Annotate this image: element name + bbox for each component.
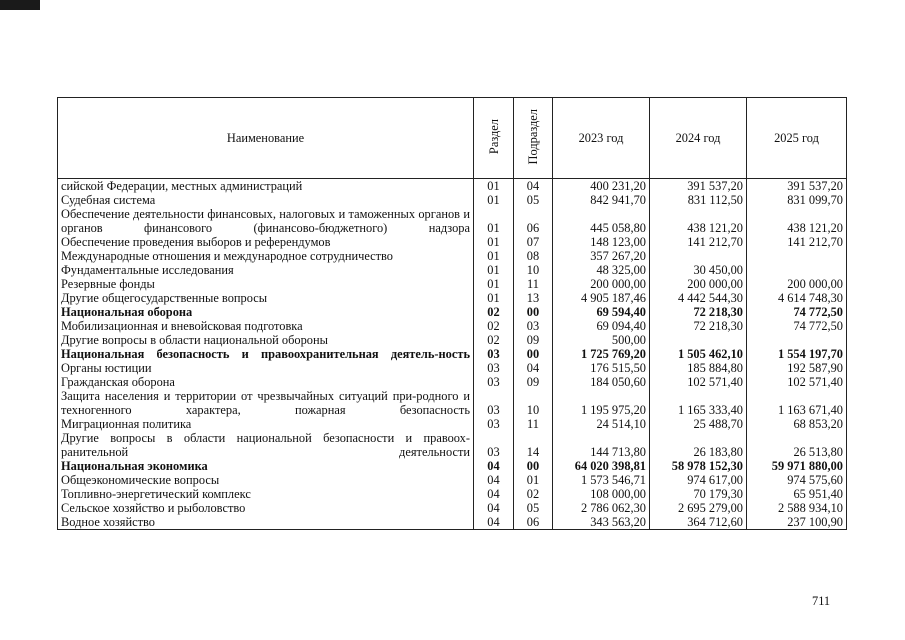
row-section: 01 <box>474 291 514 305</box>
row-subsection: 01 <box>514 473 553 487</box>
table-row <box>58 417 847 431</box>
row-name: Защита населения и территории от чрезвычайных ситуаций при-родного и техногенного характера, пожарная безопасность <box>58 389 474 417</box>
table-row <box>58 235 847 249</box>
row-name: сийской Федерации, местных администраций <box>58 179 474 194</box>
row-value-2023: 69 594,40 <box>553 305 650 319</box>
row-value-2025: 74 772,50 <box>747 305 847 319</box>
row-subsection: 14 <box>514 431 553 459</box>
row-value-2024: 4 442 544,30 <box>650 291 747 305</box>
table-row <box>58 473 847 487</box>
row-subsection: 06 <box>514 207 553 235</box>
table-row <box>58 375 847 389</box>
row-value-2024 <box>650 333 747 347</box>
row-name: Гражданская оборона <box>58 375 474 389</box>
row-value-2025: 1 163 671,40 <box>747 389 847 417</box>
row-section: 04 <box>474 473 514 487</box>
table-row <box>58 207 847 235</box>
row-name: Сельское хозяйство и рыболовство <box>58 501 474 515</box>
table-row <box>58 389 847 417</box>
row-subsection: 08 <box>514 249 553 263</box>
row-section: 01 <box>474 193 514 207</box>
row-section: 02 <box>474 305 514 319</box>
row-section: 04 <box>474 459 514 473</box>
row-value-2025: 74 772,50 <box>747 319 847 333</box>
row-value-2024: 102 571,40 <box>650 375 747 389</box>
row-subsection: 06 <box>514 515 553 530</box>
row-value-2023: 1 195 975,20 <box>553 389 650 417</box>
page-number: 711 <box>812 594 831 608</box>
row-subsection: 07 <box>514 235 553 249</box>
row-value-2024 <box>650 249 747 263</box>
table-row <box>58 305 847 319</box>
row-value-2023: 2 786 062,30 <box>553 501 650 515</box>
row-value-2024: 1 505 462,10 <box>650 347 747 361</box>
row-name: Национальная безопасность и правоохранительная деятель-ность <box>58 347 474 361</box>
row-value-2024: 70 179,30 <box>650 487 747 501</box>
row-section: 01 <box>474 263 514 277</box>
table-row <box>58 249 847 263</box>
row-subsection: 11 <box>514 277 553 291</box>
row-value-2023: 1 725 769,20 <box>553 347 650 361</box>
row-section: 03 <box>474 389 514 417</box>
row-value-2023: 842 941,70 <box>553 193 650 207</box>
row-value-2025: 438 121,20 <box>747 207 847 235</box>
row-name: Общеэкономические вопросы <box>58 473 474 487</box>
row-subsection: 10 <box>514 263 553 277</box>
row-name: Органы юстиции <box>58 361 474 375</box>
table-row <box>58 319 847 333</box>
row-value-2023: 445 058,80 <box>553 207 650 235</box>
row-section: 01 <box>474 235 514 249</box>
row-value-2024: 1 165 333,40 <box>650 389 747 417</box>
row-subsection: 00 <box>514 305 553 319</box>
row-value-2025: 68 853,20 <box>747 417 847 431</box>
header-section: Раздел <box>474 98 514 179</box>
row-name: Мобилизационная и вневойсковая подготовка <box>58 319 474 333</box>
table-row <box>58 277 847 291</box>
row-value-2025: 391 537,20 <box>747 179 847 194</box>
row-value-2025: 4 614 748,30 <box>747 291 847 305</box>
row-value-2025: 831 099,70 <box>747 193 847 207</box>
row-value-2024: 30 450,00 <box>650 263 747 277</box>
row-name: Топливно-энергетический комплекс <box>58 487 474 501</box>
row-subsection: 11 <box>514 417 553 431</box>
budget-table <box>57 97 847 530</box>
row-value-2024: 25 488,70 <box>650 417 747 431</box>
row-section: 03 <box>474 375 514 389</box>
row-subsection: 13 <box>514 291 553 305</box>
row-value-2023: 357 267,20 <box>553 249 650 263</box>
row-subsection: 05 <box>514 193 553 207</box>
row-subsection: 00 <box>514 459 553 473</box>
row-value-2024: 2 695 279,00 <box>650 501 747 515</box>
row-value-2023: 4 905 187,46 <box>553 291 650 305</box>
row-value-2025 <box>747 263 847 277</box>
row-value-2024: 141 212,70 <box>650 235 747 249</box>
row-value-2024: 438 121,20 <box>650 207 747 235</box>
row-value-2023: 144 713,80 <box>553 431 650 459</box>
row-section: 01 <box>474 207 514 235</box>
row-value-2024: 391 537,20 <box>650 179 747 194</box>
row-name: Другие общегосударственные вопросы <box>58 291 474 305</box>
row-subsection: 09 <box>514 375 553 389</box>
row-value-2025: 26 513,80 <box>747 431 847 459</box>
row-value-2025: 200 000,00 <box>747 277 847 291</box>
row-name: Судебная система <box>58 193 474 207</box>
row-section: 04 <box>474 515 514 530</box>
row-section: 01 <box>474 249 514 263</box>
header-name: Наименование <box>58 98 474 179</box>
row-value-2025: 141 212,70 <box>747 235 847 249</box>
row-value-2023: 400 231,20 <box>553 179 650 194</box>
row-value-2025: 59 971 880,00 <box>747 459 847 473</box>
row-name: Миграционная политика <box>58 417 474 431</box>
row-section: 02 <box>474 319 514 333</box>
table-row <box>58 179 847 194</box>
row-value-2024: 72 218,30 <box>650 319 747 333</box>
row-section: 03 <box>474 361 514 375</box>
table-row <box>58 431 847 459</box>
row-value-2025: 192 587,90 <box>747 361 847 375</box>
row-name: Водное хозяйство <box>58 515 474 530</box>
row-section: 03 <box>474 417 514 431</box>
table-row <box>58 487 847 501</box>
row-value-2025 <box>747 333 847 347</box>
row-name: Национальная оборона <box>58 305 474 319</box>
row-value-2023: 148 123,00 <box>553 235 650 249</box>
row-name: Другие вопросы в области национальной обороны <box>58 333 474 347</box>
row-value-2024: 185 884,80 <box>650 361 747 375</box>
row-value-2023: 500,00 <box>553 333 650 347</box>
header-2025: 2025 год <box>747 98 847 179</box>
row-name: Резервные фонды <box>58 277 474 291</box>
row-section: 04 <box>474 487 514 501</box>
row-value-2024: 26 183,80 <box>650 431 747 459</box>
row-section: 02 <box>474 333 514 347</box>
row-section: 01 <box>474 179 514 194</box>
row-value-2024: 364 712,60 <box>650 515 747 530</box>
row-value-2023: 1 573 546,71 <box>553 473 650 487</box>
row-name: Национальная экономика <box>58 459 474 473</box>
row-value-2025: 2 588 934,10 <box>747 501 847 515</box>
row-value-2025: 1 554 197,70 <box>747 347 847 361</box>
table-row <box>58 361 847 375</box>
row-value-2023: 64 020 398,81 <box>553 459 650 473</box>
row-subsection: 05 <box>514 501 553 515</box>
row-section: 03 <box>474 431 514 459</box>
table-row <box>58 501 847 515</box>
row-subsection: 10 <box>514 389 553 417</box>
table-header-row <box>58 98 847 179</box>
row-value-2025: 102 571,40 <box>747 375 847 389</box>
table-row <box>58 263 847 277</box>
table-row <box>58 291 847 305</box>
row-value-2024: 72 218,30 <box>650 305 747 319</box>
table-row <box>58 459 847 473</box>
table-row <box>58 333 847 347</box>
row-value-2023: 48 325,00 <box>553 263 650 277</box>
row-name: Другие вопросы в области национальной безопасности и правоох-ранительной деятельности <box>58 431 474 459</box>
row-subsection: 03 <box>514 319 553 333</box>
row-value-2023: 24 514,10 <box>553 417 650 431</box>
table-row <box>58 515 847 530</box>
row-section: 04 <box>474 501 514 515</box>
header-2024: 2024 год <box>650 98 747 179</box>
header-2023: 2023 год <box>553 98 650 179</box>
row-subsection: 04 <box>514 361 553 375</box>
table-row <box>58 347 847 361</box>
row-name: Обеспечение деятельности финансовых, налоговых и таможенных органов и органов финансового (финансово-бюджетного) надзора <box>58 207 474 235</box>
row-value-2025: 237 100,90 <box>747 515 847 530</box>
row-name: Обеспечение проведения выборов и референдумов <box>58 235 474 249</box>
row-section: 03 <box>474 347 514 361</box>
row-value-2023: 176 515,50 <box>553 361 650 375</box>
scan-corner-mark <box>0 0 40 10</box>
row-value-2023: 184 050,60 <box>553 375 650 389</box>
row-value-2023: 108 000,00 <box>553 487 650 501</box>
row-value-2025: 974 575,60 <box>747 473 847 487</box>
row-value-2024: 58 978 152,30 <box>650 459 747 473</box>
row-value-2024: 200 000,00 <box>650 277 747 291</box>
row-subsection: 02 <box>514 487 553 501</box>
row-subsection: 00 <box>514 347 553 361</box>
row-value-2025 <box>747 249 847 263</box>
row-subsection: 04 <box>514 179 553 194</box>
row-value-2024: 831 112,50 <box>650 193 747 207</box>
row-value-2023: 69 094,40 <box>553 319 650 333</box>
table-row <box>58 193 847 207</box>
row-value-2023: 343 563,20 <box>553 515 650 530</box>
row-value-2025: 65 951,40 <box>747 487 847 501</box>
row-value-2024: 974 617,00 <box>650 473 747 487</box>
row-value-2023: 200 000,00 <box>553 277 650 291</box>
row-name: Международные отношения и международное сотрудничество <box>58 249 474 263</box>
row-name: Фундаментальные исследования <box>58 263 474 277</box>
header-subsection: Подраздел <box>514 98 553 179</box>
table-body <box>58 179 847 530</box>
row-section: 01 <box>474 277 514 291</box>
row-subsection: 09 <box>514 333 553 347</box>
